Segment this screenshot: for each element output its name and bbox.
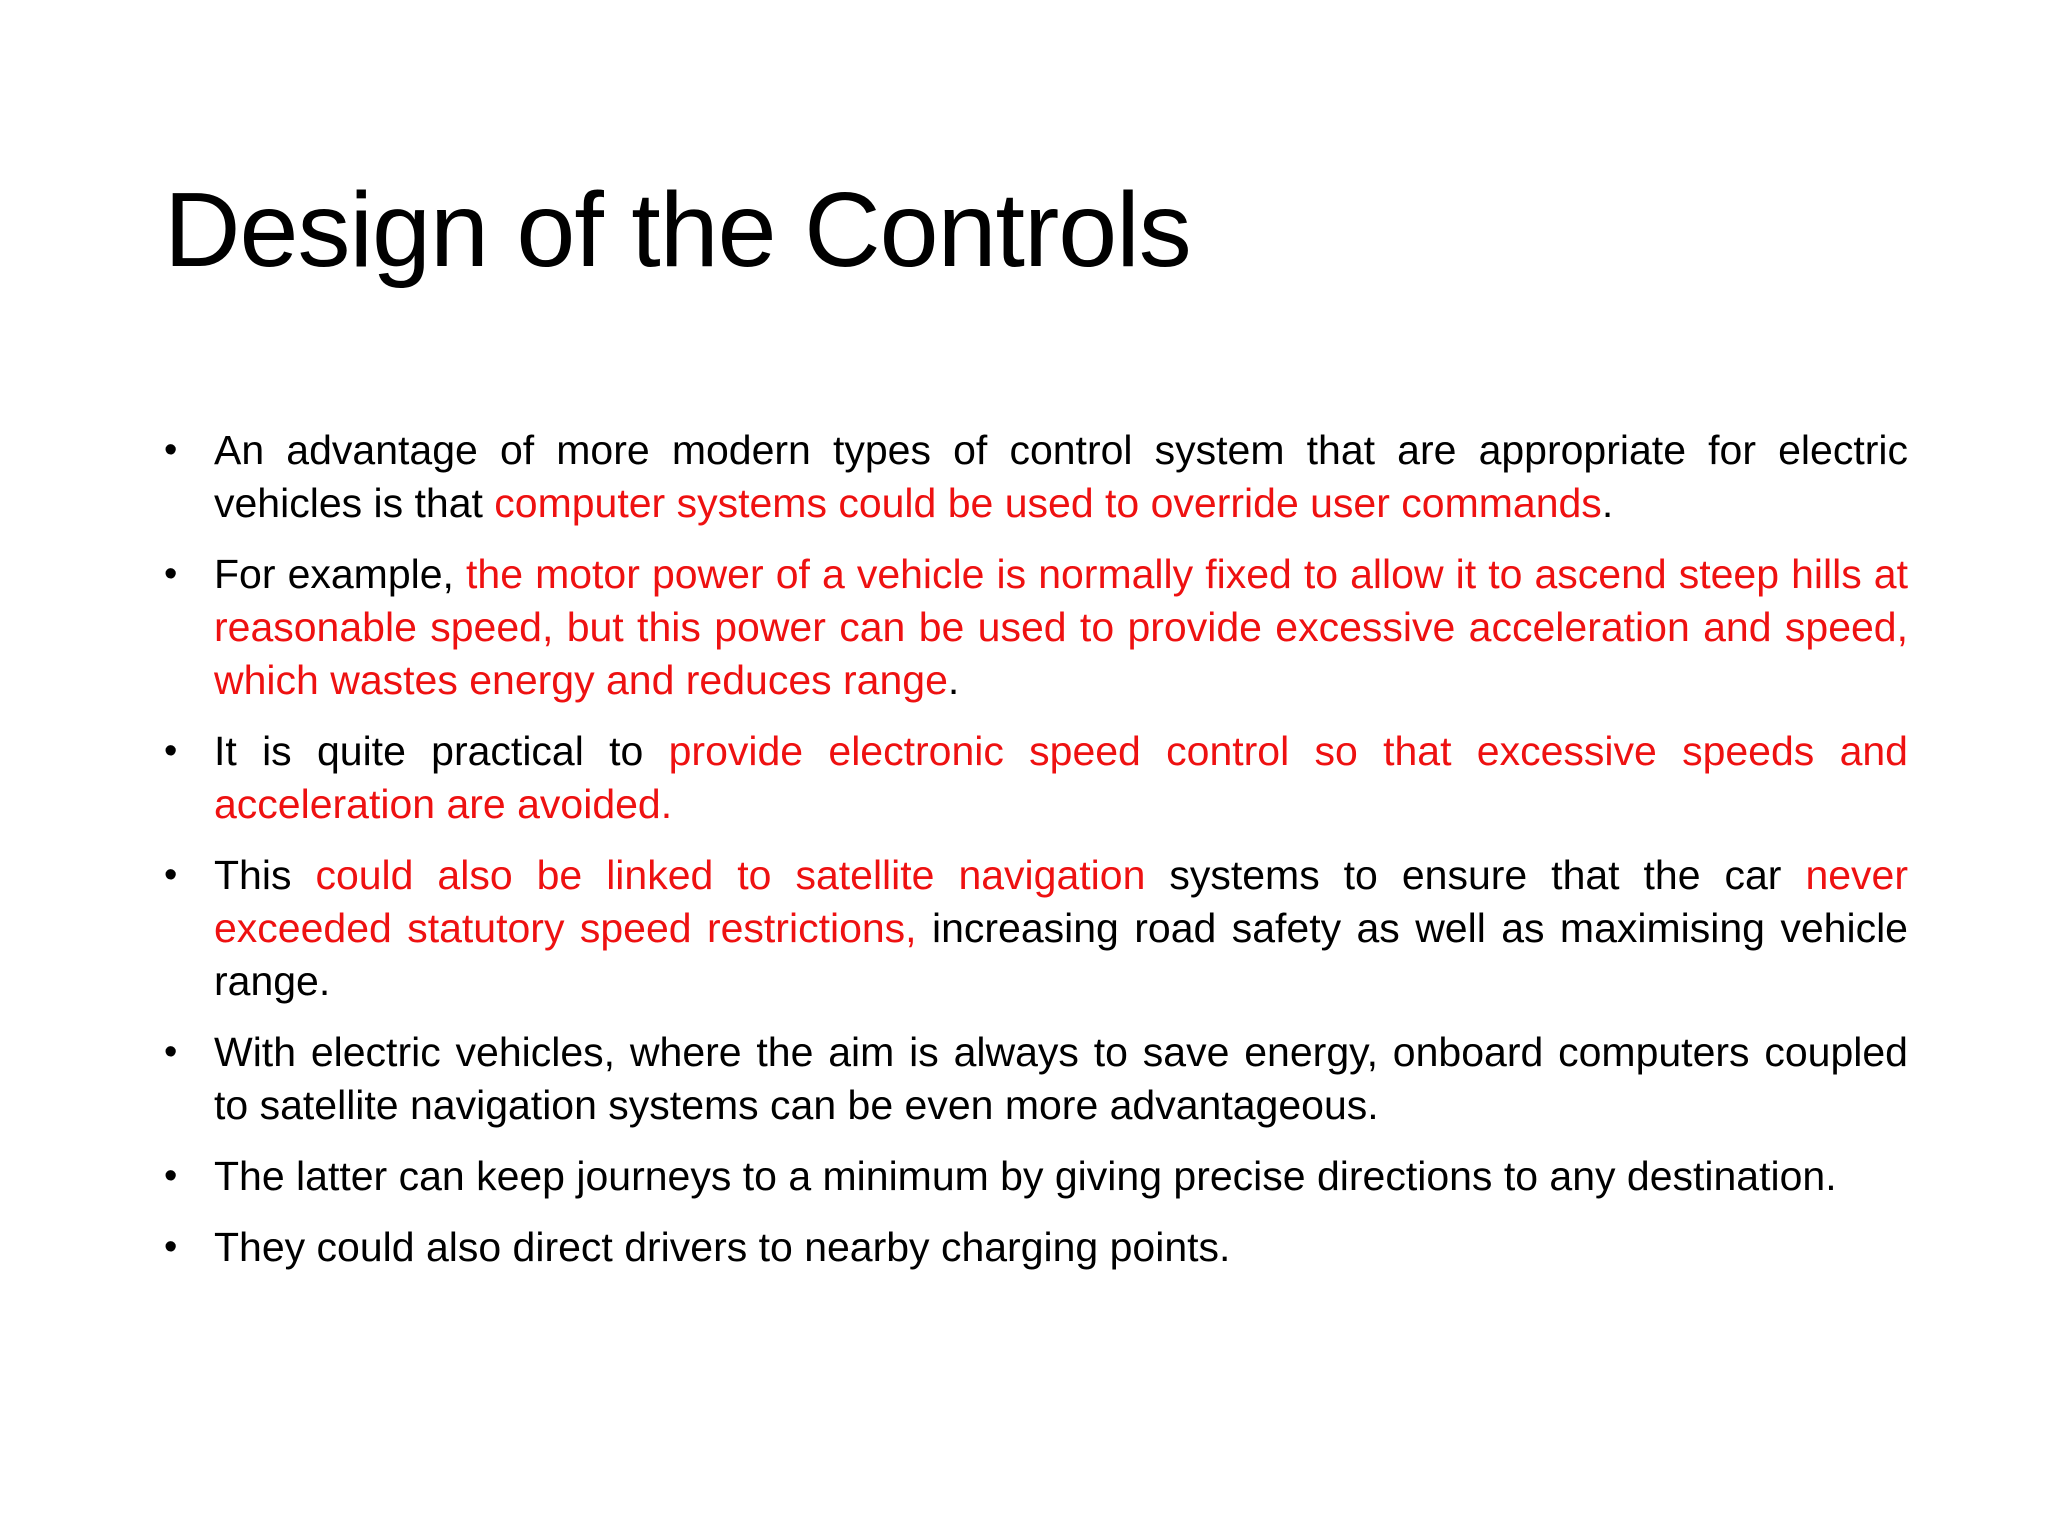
bullet-text [214, 725, 1908, 831]
text-segment: This [214, 852, 316, 898]
highlighted-text-segment: never exceeded statutory speed restrictions, [214, 852, 1908, 951]
bullet-text [214, 1150, 1908, 1203]
bullet-text [214, 548, 1908, 707]
bullet-dot-icon: • [164, 1155, 178, 1197]
text-segment: The latter can keep journeys to a minimum by giving precise directions to any destination. [214, 1153, 1837, 1199]
bullet-dot-icon: • [164, 854, 178, 896]
bullet-item [164, 1150, 1908, 1203]
bullet-dot-icon: • [164, 553, 178, 595]
bullet-dot-icon: • [164, 730, 178, 772]
bullet-dot-icon: • [164, 1031, 178, 1073]
text-segment: increasing road safety as well as maximising vehicle range. [214, 905, 1908, 1004]
bullet-dot-icon: • [164, 1226, 178, 1268]
text-segment: They could also direct drivers to nearby charging points. [214, 1224, 1231, 1270]
bullet-item [164, 548, 1908, 707]
text-segment: . [947, 657, 960, 703]
bullet-dot-icon: • [164, 429, 178, 471]
text-segment: For example, [214, 551, 467, 597]
bullet-text [214, 1221, 1908, 1274]
text-segment: systems to ensure that the car [1145, 852, 1806, 898]
text-segment: An advantage of more modern types of control system that are appropriate for electric vehicles is that [214, 427, 1908, 526]
bullet-item [164, 725, 1908, 831]
text-segment: It is quite practical to [214, 728, 669, 774]
highlighted-text-segment: could also be linked to satellite navigation [315, 852, 1146, 898]
bullet-text [214, 849, 1908, 1008]
slide-title: Design of the Controls [164, 171, 1191, 289]
bullet-text [214, 424, 1908, 530]
bullet-item [164, 849, 1908, 1008]
bullet-item [164, 1026, 1908, 1132]
highlighted-text-segment: provide electronic speed control so that excessive speeds and acceleration are avoided. [214, 728, 1908, 827]
text-segment: . [1601, 480, 1614, 526]
highlighted-text-segment: computer systems could be used to override user commands [494, 480, 1602, 526]
bullet-item [164, 424, 1908, 530]
bullet-item [164, 1221, 1908, 1274]
highlighted-text-segment: the motor power of a vehicle is normally fixed to allow it to ascend steep hills at reasonable speed, but this power can be used to provide excessive acceleration and speed, which wastes energy and reduces range [214, 551, 1908, 703]
bullet-list [164, 424, 1908, 1292]
text-segment: With electric vehicles, where the aim is always to save energy, onboard computers coupled to satellite navigation systems can be even more advantageous. [214, 1029, 1908, 1128]
bullet-text [214, 1026, 1908, 1132]
